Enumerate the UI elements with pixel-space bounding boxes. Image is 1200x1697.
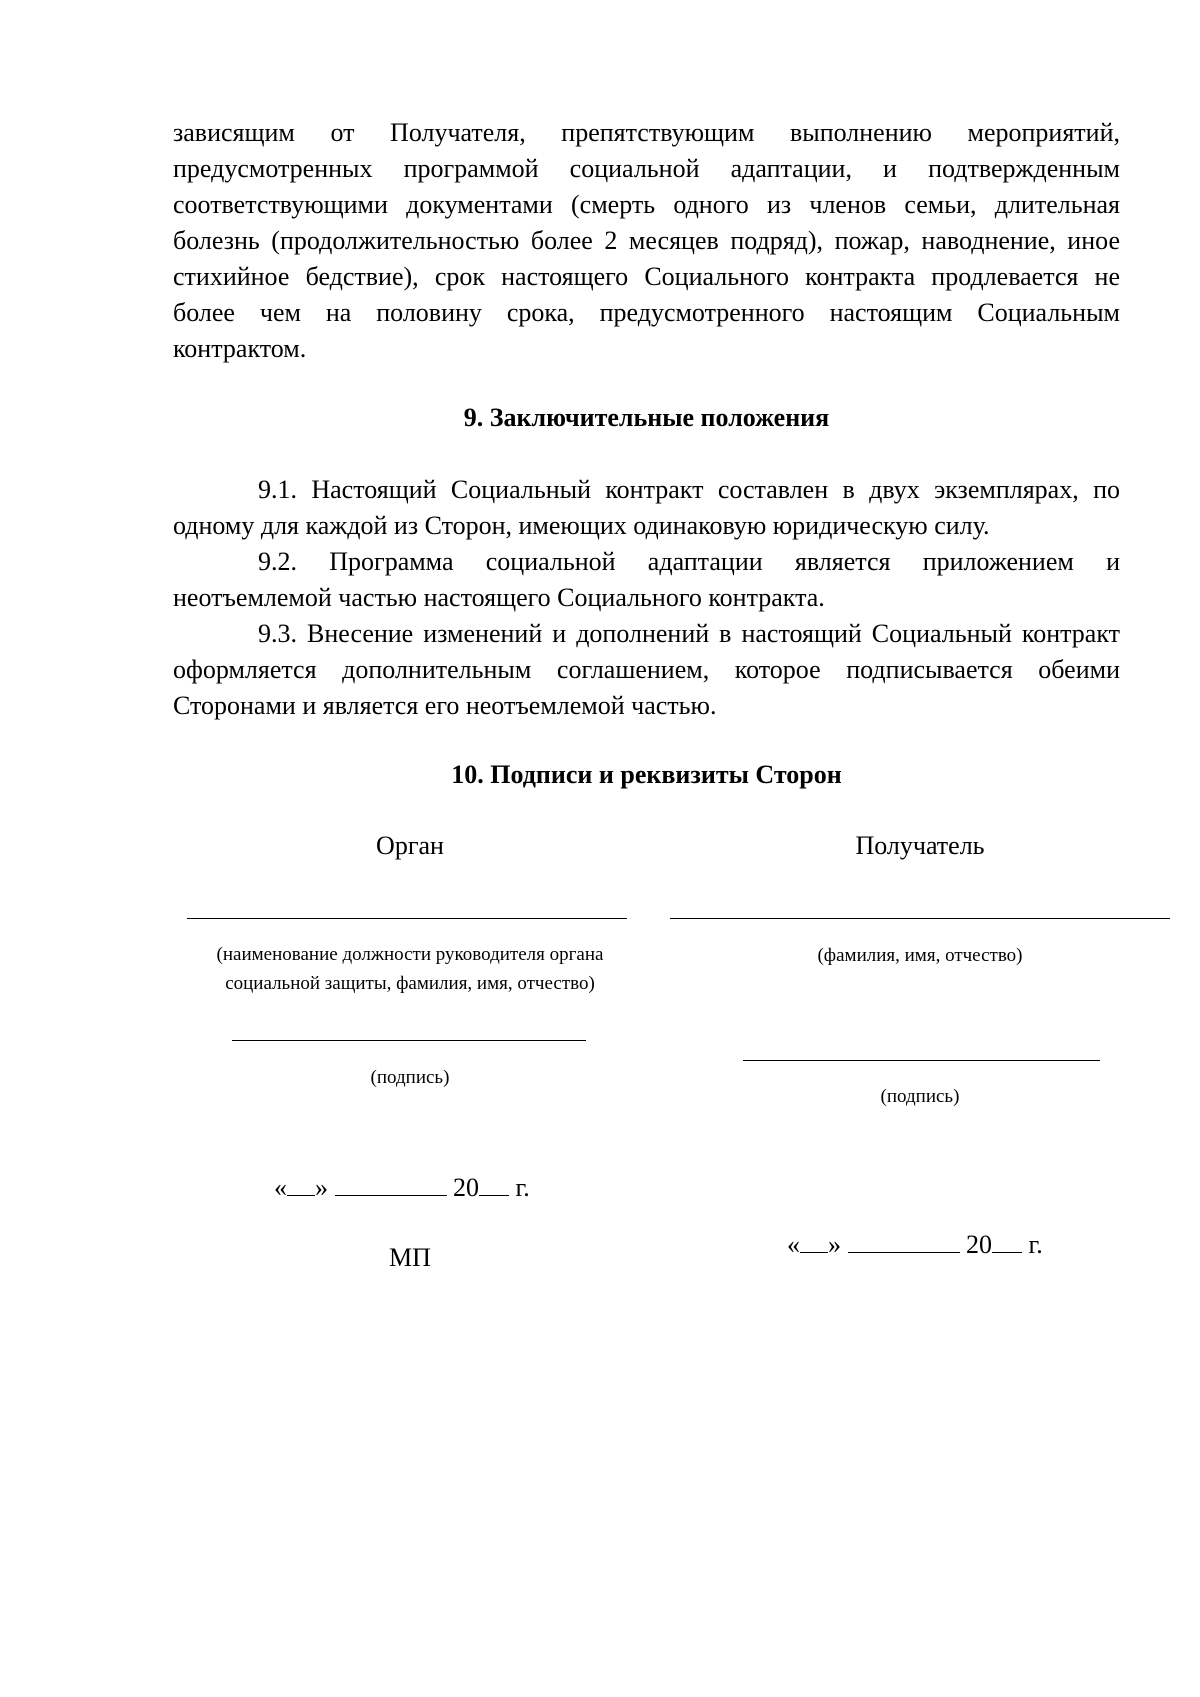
right-date-close: » — [828, 1230, 841, 1259]
left-stamp-label: МП — [389, 1243, 431, 1272]
right-date-month-blank — [848, 1230, 960, 1253]
right-name-caption: (фамилия, имя, отчество) — [817, 945, 1023, 966]
right-date-day-blank — [800, 1230, 828, 1253]
right-signature-line — [743, 1060, 1100, 1061]
right-date-open: « — [787, 1230, 800, 1259]
left-name-caption-line-2: социальной защиты, фамилия, имя, отчество) — [225, 973, 595, 994]
left-date-month-blank — [335, 1173, 447, 1196]
right-date-year-blank — [992, 1230, 1022, 1253]
clause-9-3: 9.3. Внесение изменений и дополнений в настоящий Социальный контракт оформляется дополнительным соглашением, которое подписывается обеими Сторонами и является его неотъемлемой частью. — [173, 619, 1120, 720]
right-signature-caption: (подпись) — [880, 1086, 960, 1107]
section-9-title: 9. Заключительные положения — [463, 403, 830, 432]
intro-paragraph-block — [173, 115, 1120, 367]
right-party-label: Получатель — [855, 831, 985, 860]
left-name-caption-line-1: (наименование должности руководителя органа — [216, 944, 604, 965]
left-date-suffix: г. — [515, 1173, 530, 1202]
right-name-line — [670, 918, 1170, 919]
left-date — [274, 1170, 530, 1206]
left-date-open: « — [274, 1173, 287, 1202]
section-9-body — [173, 472, 1120, 724]
clause-9-1: 9.1. Настоящий Социальный контракт составлен в двух экземплярах, по одному для каждой из Сторон, имеющих одинаковую юридическую силу. — [173, 475, 1120, 540]
intro-paragraph: зависящим от Получателя, препятствующим выполнению мероприятий, предусмотренных программой социальной адаптации, и подтвержденным соответствующими документами (смерть одного из членов семьи, длительная болезнь (продолжительностью более 2 месяцев подряд), пожар, наводнение, иное стихийное бедствие), срок настоящего Социального контракта продлевается не более чем на половину срока, предусмотренного настоящим Социальным контрактом. — [173, 118, 1120, 363]
left-party-label: Орган — [376, 831, 444, 860]
left-signature-line — [232, 1040, 586, 1041]
right-date — [787, 1227, 1043, 1263]
clause-9-2: 9.2. Программа социальной адаптации является приложением и неотъемлемой частью настоящего Социального контракта. — [173, 547, 1120, 612]
left-name-caption — [170, 940, 650, 998]
section-10-title: 10. Подписи и реквизиты Сторон — [451, 760, 842, 789]
left-date-close: » — [315, 1173, 328, 1202]
left-name-line — [187, 918, 627, 919]
right-date-year: 20 — [966, 1230, 992, 1259]
right-date-suffix: г. — [1028, 1230, 1043, 1259]
left-date-day-blank — [287, 1173, 315, 1196]
left-signature-caption: (подпись) — [370, 1067, 450, 1088]
left-date-year-blank — [479, 1173, 509, 1196]
left-date-year: 20 — [453, 1173, 479, 1202]
